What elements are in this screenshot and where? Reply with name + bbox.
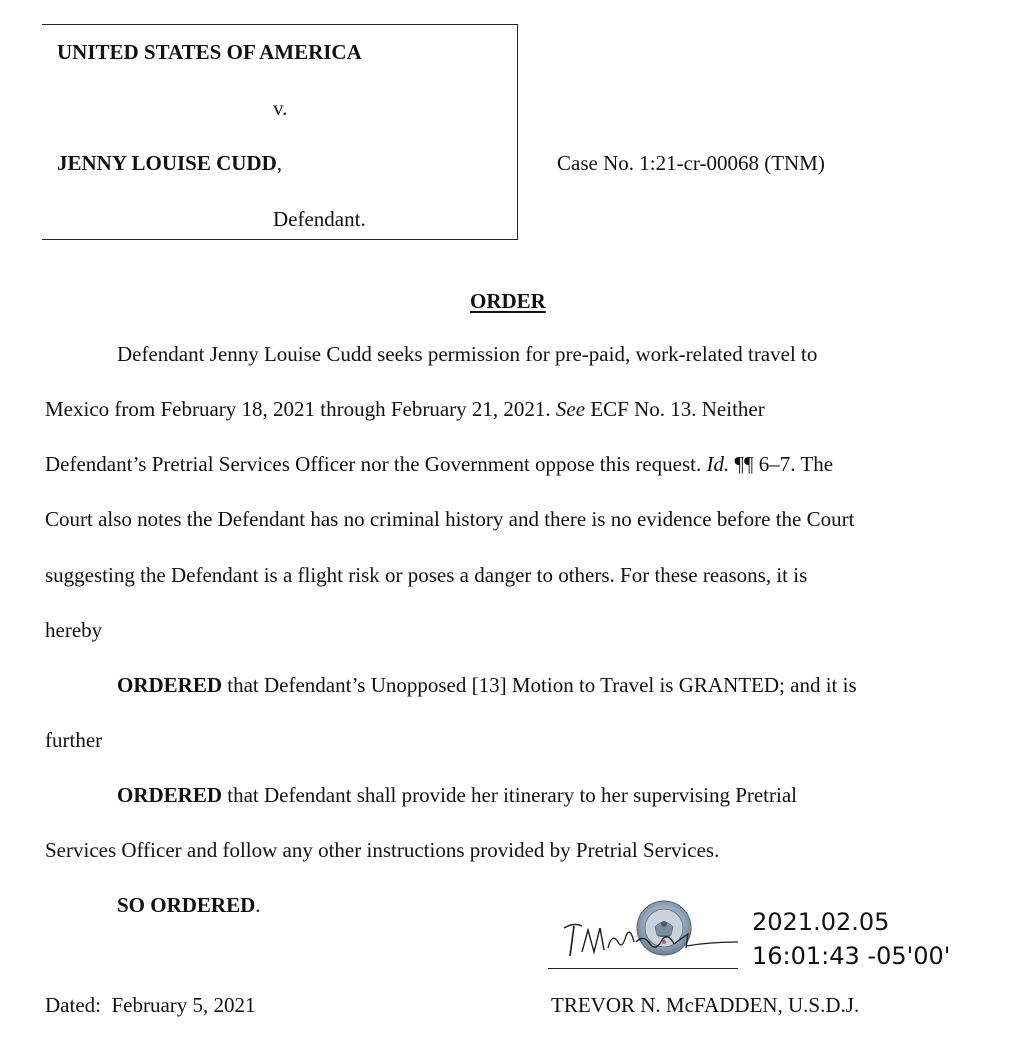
order-p1-line2-a: Mexico from February 18, 2021 through February 21, 2021. xyxy=(45,397,556,421)
order-p1-line3-a: Defendant’s Pretrial Services Officer nor the Government oppose this request. xyxy=(45,452,707,476)
order-p2-line2: further xyxy=(45,728,103,752)
caption-defendant-role: Defendant. xyxy=(273,207,366,231)
order-p2-line1-text: that Defendant’s Unopposed [13] Motion to Travel is GRANTED; and it is xyxy=(222,673,857,697)
ordered-label-2: ORDERED xyxy=(117,783,223,807)
order-p1-line5: suggesting the Defendant is a flight risk or poses a danger to others. For these reasons, it is xyxy=(45,563,808,587)
order-p1-line3 xyxy=(45,452,833,476)
order-title: ORDER xyxy=(470,289,546,313)
caption-defendant-comma: , xyxy=(276,151,283,175)
so-ordered xyxy=(117,893,261,917)
caption-plaintiff: UNITED STATES OF AMERICA xyxy=(57,40,362,64)
case-number: Case No. 1:21-cr-00068 (TNM) xyxy=(557,151,825,175)
so-ordered-label: SO ORDERED xyxy=(117,893,256,917)
order-p1-line4: Court also notes the Defendant has no criminal history and there is no evidence before the Court xyxy=(45,507,855,531)
see-citation: See xyxy=(555,397,586,421)
digital-stamp-date: 2021.02.05 xyxy=(752,908,890,936)
signature-line xyxy=(548,968,738,969)
judge-name: TREVOR N. McFADDEN, U.S.D.J. xyxy=(551,993,860,1017)
order-p1-line3-b: ¶¶ 6–7. The xyxy=(729,452,834,476)
dated-value: February 5, 2021 xyxy=(111,993,256,1017)
order-p1-line2-b: ECF No. 13. Neither xyxy=(585,397,765,421)
order-p2-line1 xyxy=(117,673,857,697)
order-p3-line1 xyxy=(117,783,797,807)
dated-line xyxy=(45,993,256,1017)
so-ordered-period: . xyxy=(255,893,261,917)
order-p1-line2 xyxy=(45,397,765,421)
ordered-label-1: ORDERED xyxy=(117,673,223,697)
order-p1-line1: Defendant Jenny Louise Cudd seeks permission for pre-paid, work-related travel to xyxy=(117,342,818,366)
order-p3-line2: Services Officer and follow any other instructions provided by Pretrial Services. xyxy=(45,838,720,862)
caption-defendant-name: JENNY LOUISE CUDD xyxy=(57,151,277,175)
dated-label: Dated: xyxy=(45,993,101,1017)
digital-stamp-time: 16:01:43 -05'00' xyxy=(752,942,951,970)
id-citation: Id. xyxy=(706,452,730,476)
caption-versus: v. xyxy=(273,96,288,120)
caption-defendant xyxy=(57,151,282,175)
handwritten-signature-icon xyxy=(560,912,740,966)
order-p1-line6: hereby xyxy=(45,618,103,642)
order-p3-line1-text: that Defendant shall provide her itinerary to her supervising Pretrial xyxy=(222,783,798,807)
